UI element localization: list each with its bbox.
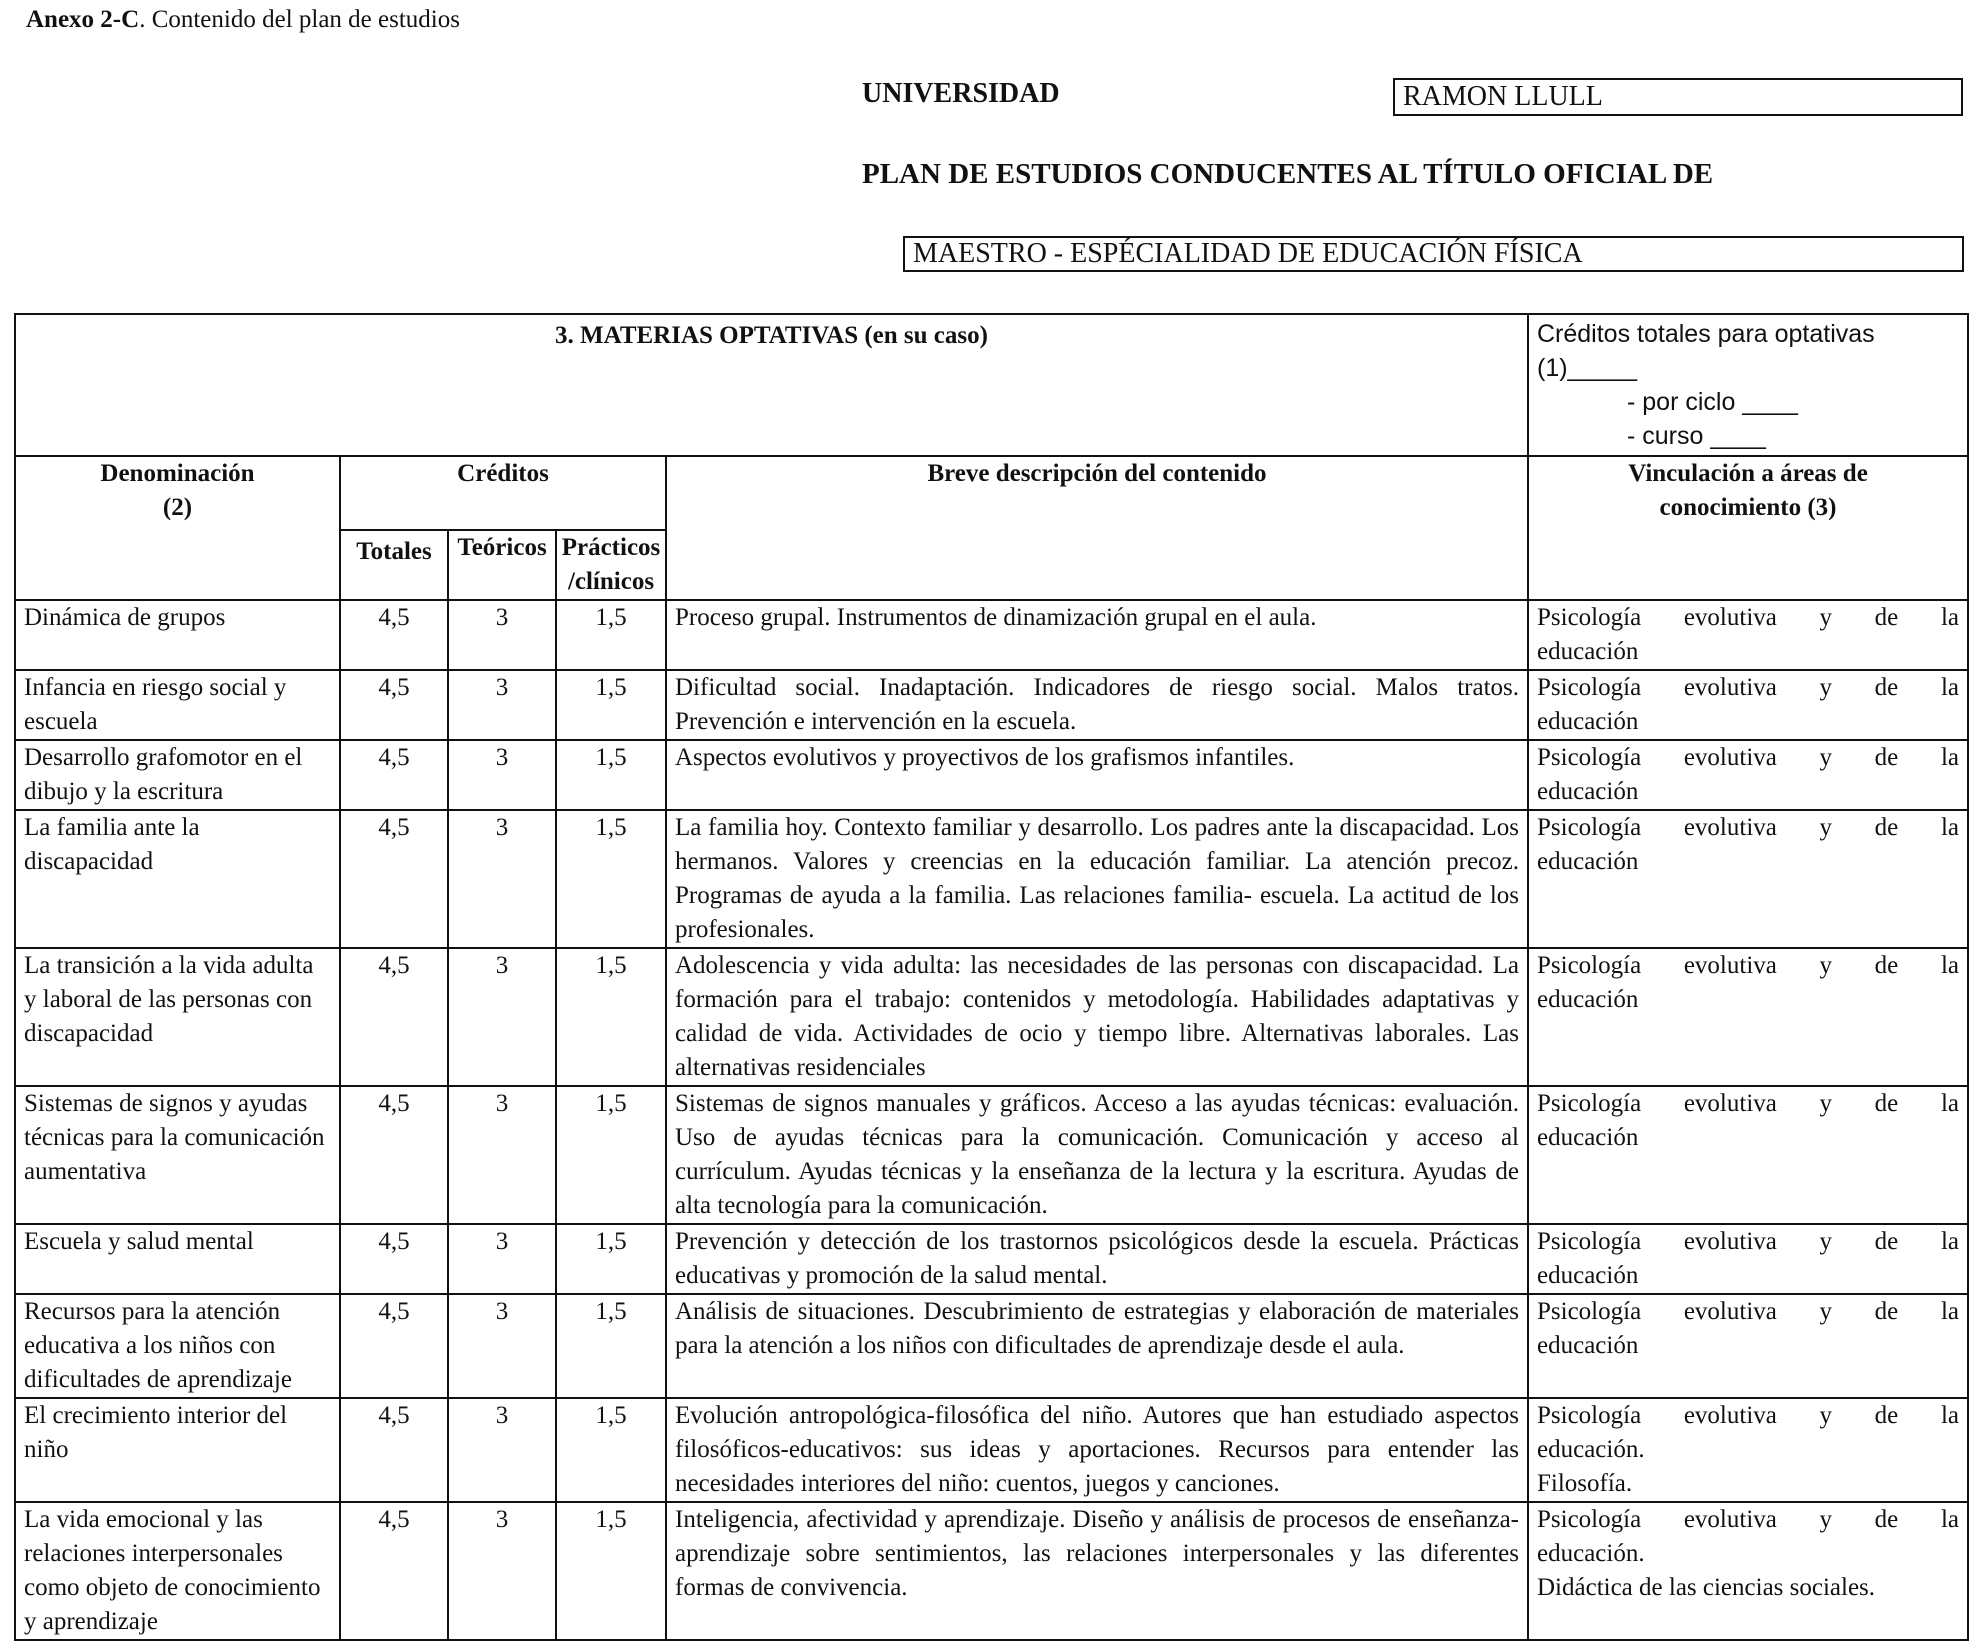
knowledge-area <box>1528 670 1968 740</box>
knowledge-area-line1: Psicología evolutiva y de la <box>1537 814 1959 841</box>
credits-totales: 4,5 <box>340 1398 448 1502</box>
table-row <box>15 600 1968 670</box>
knowledge-area <box>1528 1294 1968 1398</box>
section-title: 3. MATERIAS OPTATIVAS (en su caso) <box>15 314 1528 456</box>
subject-name: La transición a la vida adulta y laboral de las personas con discapacidad <box>15 948 340 1086</box>
credits-teoricos: 3 <box>448 600 556 670</box>
subject-description: La familia hoy. Contexto familiar y desarrollo. Los padres ante la discapacidad. Los hermanos. Valores y creencias en la educación familiar. La atención precoz. Programas de ayuda a la familia. Las relaciones familia- escuela. La actitud de los profesionales. <box>666 810 1528 948</box>
subject-description: Dificultad social. Inadaptación. Indicadores de riesgo social. Malos tratos. Prevención e intervención en la escuela. <box>666 670 1528 740</box>
subject-description: Prevención y detección de los trastornos psicológicos desde la escuela. Prácticas educativas y promoción de la salud mental. <box>666 1224 1528 1294</box>
header-denominacion-label: Denominación <box>100 460 255 487</box>
header-practicos-line2: /clínicos <box>567 568 655 595</box>
subject-description: Sistemas de signos manuales y gráficos. Acceso a las ayudas técnicas: evaluación. Uso de ayudas técnicas para la comunicación. Comunicación y acceso al currículum. Ayudas técnicas y la enseñanza de la lectura y la escritura. Ayudas de alta tecnología para la comunicación. <box>666 1086 1528 1224</box>
knowledge-area-line3: Filosofía. <box>1537 1470 1633 1497</box>
knowledge-area <box>1528 1398 1968 1502</box>
knowledge-area-line2: educación <box>1537 1332 1639 1359</box>
credits-totales: 4,5 <box>340 600 448 670</box>
knowledge-area <box>1528 810 1968 948</box>
subject-description: Adolescencia y vida adulta: las necesidades de las personas con discapacidad. La formación para el trabajo: contenidos y metodología. Habilidades adaptativas y calidad de vida. Actividades de ocio y tiempo libre. Alternativas laborales. Las alternativas residenciales <box>666 948 1528 1086</box>
annex-label: Anexo 2-C <box>26 6 140 33</box>
knowledge-area-line1: Psicología evolutiva y de la <box>1537 1298 1959 1325</box>
header-vinculacion <box>1528 456 1968 600</box>
table-row <box>15 670 1968 740</box>
knowledge-area <box>1528 948 1968 1086</box>
credits-practicos: 1,5 <box>556 600 666 670</box>
knowledge-area <box>1528 740 1968 810</box>
header-denominacion-note: (2) <box>162 494 193 521</box>
credits-practicos: 1,5 <box>556 740 666 810</box>
subject-description: Evolución antropológica-filosófica del niño. Autores que han estudiado aspectos filosóficos-educativos: sus ideas y aportaciones. Recursos para entender las necesidades interiores del niño: cuentos, juegos y canciones. <box>666 1398 1528 1502</box>
knowledge-area <box>1528 1086 1968 1224</box>
header-practicos <box>556 530 666 600</box>
credits-totales: 4,5 <box>340 810 448 948</box>
header-practicos-line1: Prácticos <box>561 534 661 561</box>
knowledge-area-line2: educación <box>1537 708 1639 735</box>
subject-name: Dinámica de grupos <box>15 600 340 670</box>
knowledge-area-line2: educación <box>1537 1262 1639 1289</box>
credits-teoricos: 3 <box>448 670 556 740</box>
knowledge-area-line2: educación <box>1537 638 1639 665</box>
subject-name: Sistemas de signos y ayudas técnicas para la comunicación aumentativa <box>15 1086 340 1224</box>
header-creditos: Créditos <box>340 456 666 530</box>
table-row <box>15 1086 1968 1224</box>
credits-totales: 4,5 <box>340 1294 448 1398</box>
knowledge-area-line2: educación. <box>1537 1540 1645 1567</box>
subject-name: El crecimiento interior del niño <box>15 1398 340 1502</box>
table-row <box>15 810 1968 948</box>
degree-value-box: MAESTRO - ESPÉCIALIDAD DE EDUCACIÓN FÍSICA <box>903 236 1964 272</box>
knowledge-area <box>1528 600 1968 670</box>
credits-practicos: 1,5 <box>556 1398 666 1502</box>
subject-description: Inteligencia, afectividad y aprendizaje. Diseño y análisis de procesos de enseñanza-aprendizaje sobre sentimientos, las relaciones interpersonales y las diferentes formas de convivencia. <box>666 1502 1528 1640</box>
credits-practicos: 1,5 <box>556 1224 666 1294</box>
credits-teoricos: 3 <box>448 1294 556 1398</box>
knowledge-area <box>1528 1502 1968 1640</box>
credits-teoricos: 3 <box>448 1086 556 1224</box>
optional-subjects-table <box>14 313 1969 1641</box>
credits-teoricos: 3 <box>448 810 556 948</box>
header-teoricos: Teóricos <box>448 530 556 600</box>
credits-practicos: 1,5 <box>556 670 666 740</box>
knowledge-area-line2: educación <box>1537 848 1639 875</box>
knowledge-area-line1: Psicología evolutiva y de la <box>1537 952 1959 979</box>
credits-totales: 4,5 <box>340 948 448 1086</box>
credits-teoricos: 3 <box>448 1224 556 1294</box>
credits-teoricos: 3 <box>448 1398 556 1502</box>
table-row <box>15 1502 1968 1640</box>
knowledge-area-line1: Psicología evolutiva y de la <box>1537 1402 1959 1429</box>
annex-heading <box>26 6 460 34</box>
credits-practicos: 1,5 <box>556 810 666 948</box>
credits-teoricos: 3 <box>448 948 556 1086</box>
knowledge-area-line1: Psicología evolutiva y de la <box>1537 1090 1959 1117</box>
credits-teoricos: 3 <box>448 1502 556 1640</box>
table-body <box>15 600 1968 1640</box>
subject-name: Escuela y salud mental <box>15 1224 340 1294</box>
credits-practicos: 1,5 <box>556 1502 666 1640</box>
header-denominacion <box>15 456 340 600</box>
knowledge-area-line3: Didáctica de las ciencias sociales. <box>1537 1574 1876 1601</box>
knowledge-area <box>1528 1224 1968 1294</box>
subject-name: Recursos para la atención educativa a los niños con dificultades de aprendizaje <box>15 1294 340 1398</box>
credits-totales: 4,5 <box>340 1502 448 1640</box>
annex-text: . Contenido del plan de estudios <box>139 6 460 33</box>
header-vinculacion-line1: Vinculación a áreas de <box>1628 460 1868 487</box>
subject-name: Desarrollo grafomotor en el dibujo y la escritura <box>15 740 340 810</box>
table-row <box>15 1294 1968 1398</box>
credits-totales: 4,5 <box>340 1086 448 1224</box>
credits-totales: 4,5 <box>340 740 448 810</box>
header-vinculacion-line2: conocimiento (3) <box>1659 494 1837 521</box>
knowledge-area-line2: educación. <box>1537 1436 1645 1463</box>
knowledge-area-line1: Psicología evolutiva y de la <box>1537 674 1959 701</box>
knowledge-area-line2: educación <box>1537 778 1639 805</box>
subject-description: Proceso grupal. Instrumentos de dinamización grupal en el aula. <box>666 600 1528 670</box>
credits-per-course-label: - curso ____ <box>1627 422 1766 450</box>
credits-per-cycle-label: - por ciclo ____ <box>1627 388 1798 416</box>
credits-total-label: Créditos totales para optativas (1)_____ <box>1537 320 1875 382</box>
credits-practicos: 1,5 <box>556 1086 666 1224</box>
plan-title: PLAN DE ESTUDIOS CONDUCENTES AL TÍTULO OFICIAL DE <box>862 158 1714 190</box>
knowledge-area-line1: Psicología evolutiva y de la <box>1537 1506 1959 1533</box>
knowledge-area-line1: Psicología evolutiva y de la <box>1537 604 1959 631</box>
header-descripcion: Breve descripción del contenido <box>666 456 1528 600</box>
table-row <box>15 1398 1968 1502</box>
university-label: UNIVERSIDAD <box>862 78 1060 109</box>
table-row <box>15 1224 1968 1294</box>
credits-practicos: 1,5 <box>556 948 666 1086</box>
knowledge-area-line1: Psicología evolutiva y de la <box>1537 744 1959 771</box>
subject-name: La vida emocional y las relaciones interpersonales como objeto de conocimiento y aprendizaje <box>15 1502 340 1640</box>
knowledge-area-line2: educación <box>1537 1124 1639 1151</box>
university-value-box: RAMON LLULL <box>1393 78 1963 116</box>
subject-description: Aspectos evolutivos y proyectivos de los grafismos infantiles. <box>666 740 1528 810</box>
table-row <box>15 948 1968 1086</box>
subject-name: La familia ante la discapacidad <box>15 810 340 948</box>
header-totales: Totales <box>340 530 448 600</box>
credits-totales: 4,5 <box>340 1224 448 1294</box>
credits-practicos: 1,5 <box>556 1294 666 1398</box>
subject-name: Infancia en riesgo social y escuela <box>15 670 340 740</box>
subject-description: Análisis de situaciones. Descubrimiento de estrategias y elaboración de materiales para la atención a los niños con dificultades de aprendizaje desde el aula. <box>666 1294 1528 1398</box>
knowledge-area-line1: Psicología evolutiva y de la <box>1537 1228 1959 1255</box>
knowledge-area-line2: educación <box>1537 986 1639 1013</box>
table-row <box>15 740 1968 810</box>
credits-teoricos: 3 <box>448 740 556 810</box>
credits-totales: 4,5 <box>340 670 448 740</box>
credits-summary <box>1528 314 1968 456</box>
